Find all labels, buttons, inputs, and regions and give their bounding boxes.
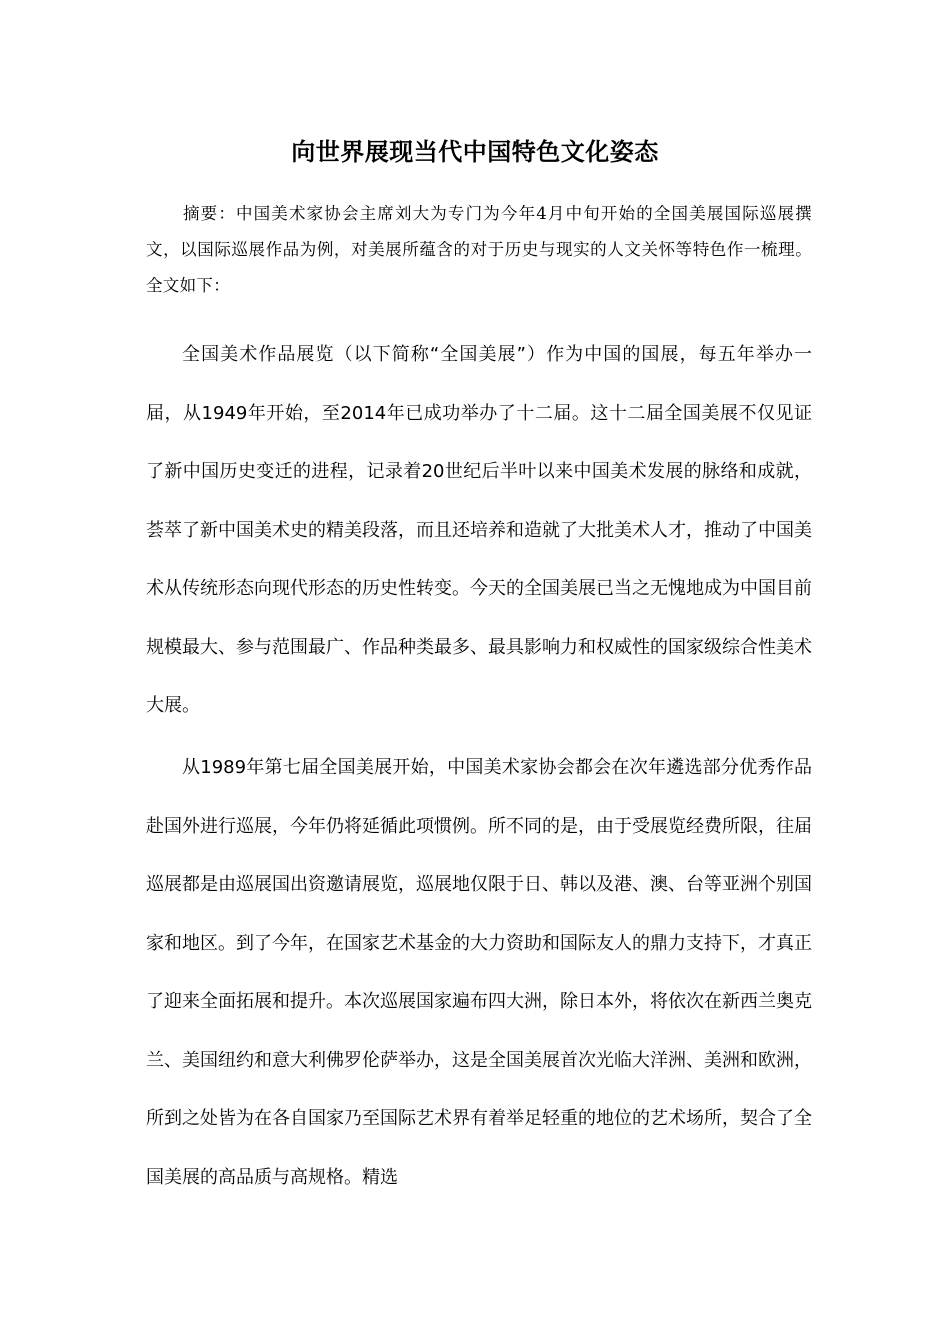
body-paragraph-1: 全国美术作品展览（以下简称“全国美展”）作为中国的国展，每五年举办一届，从1949年开始，至2014年已成功举办了十二届。这十二届全国美展不仅见证了新中国历史变迁的进程，记录着20世纪后半叶以来中国美术发展的脉络和成就，荟萃了新中国美术史的精美段落，而且还培养和造就了大批美术人才，推动了中国美术从传统形态向现代形态的历史性转变。今天的全国美展已当之无愧地成为中国目前规模最大、参与范围最广、作品种类最多、最具影响力和权威性的国家级综合性美术大展。 xyxy=(146,344,812,716)
body-paragraph-2: 从1989年第七届全国美展开始，中国美术家协会都会在次年遴选部分优秀作品赴国外进行巡展，今年仍将延循此项惯例。所不同的是，由于受展览经费所限，往届巡展都是由巡展国出资邀请展览，巡展地仅限于日、韩以及港、澳、台等亚洲个别国家和地区。到了今年，在国家艺术基金的大力资助和国际友人的鼎力支持下，才真正了迎来全面拓展和提升。本次巡展国家遍布四大洲，除日本外，将依次在新西兰奥克兰、美国纽约和意大利佛罗伦萨举办，这是全国美展首次光临大洋洲、美洲和欧洲，所到之处皆为在各自国家乃至国际艺术界有着举足轻重的地位的艺术场所，契合了全国美展的高品质与高规格。精选 xyxy=(146,757,812,1188)
abstract-paragraph: 摘要：中国美术家协会主席刘大为专门为今年4月中旬开始的全国美展国际巡展撰文，以国际巡展作品为例，对美展所蕴含的对于历史与现实的人文关怀等特色作一梳理。全文如下： xyxy=(146,204,812,295)
document-title: 向世界展现当代中国特色文化姿态 xyxy=(291,138,659,166)
